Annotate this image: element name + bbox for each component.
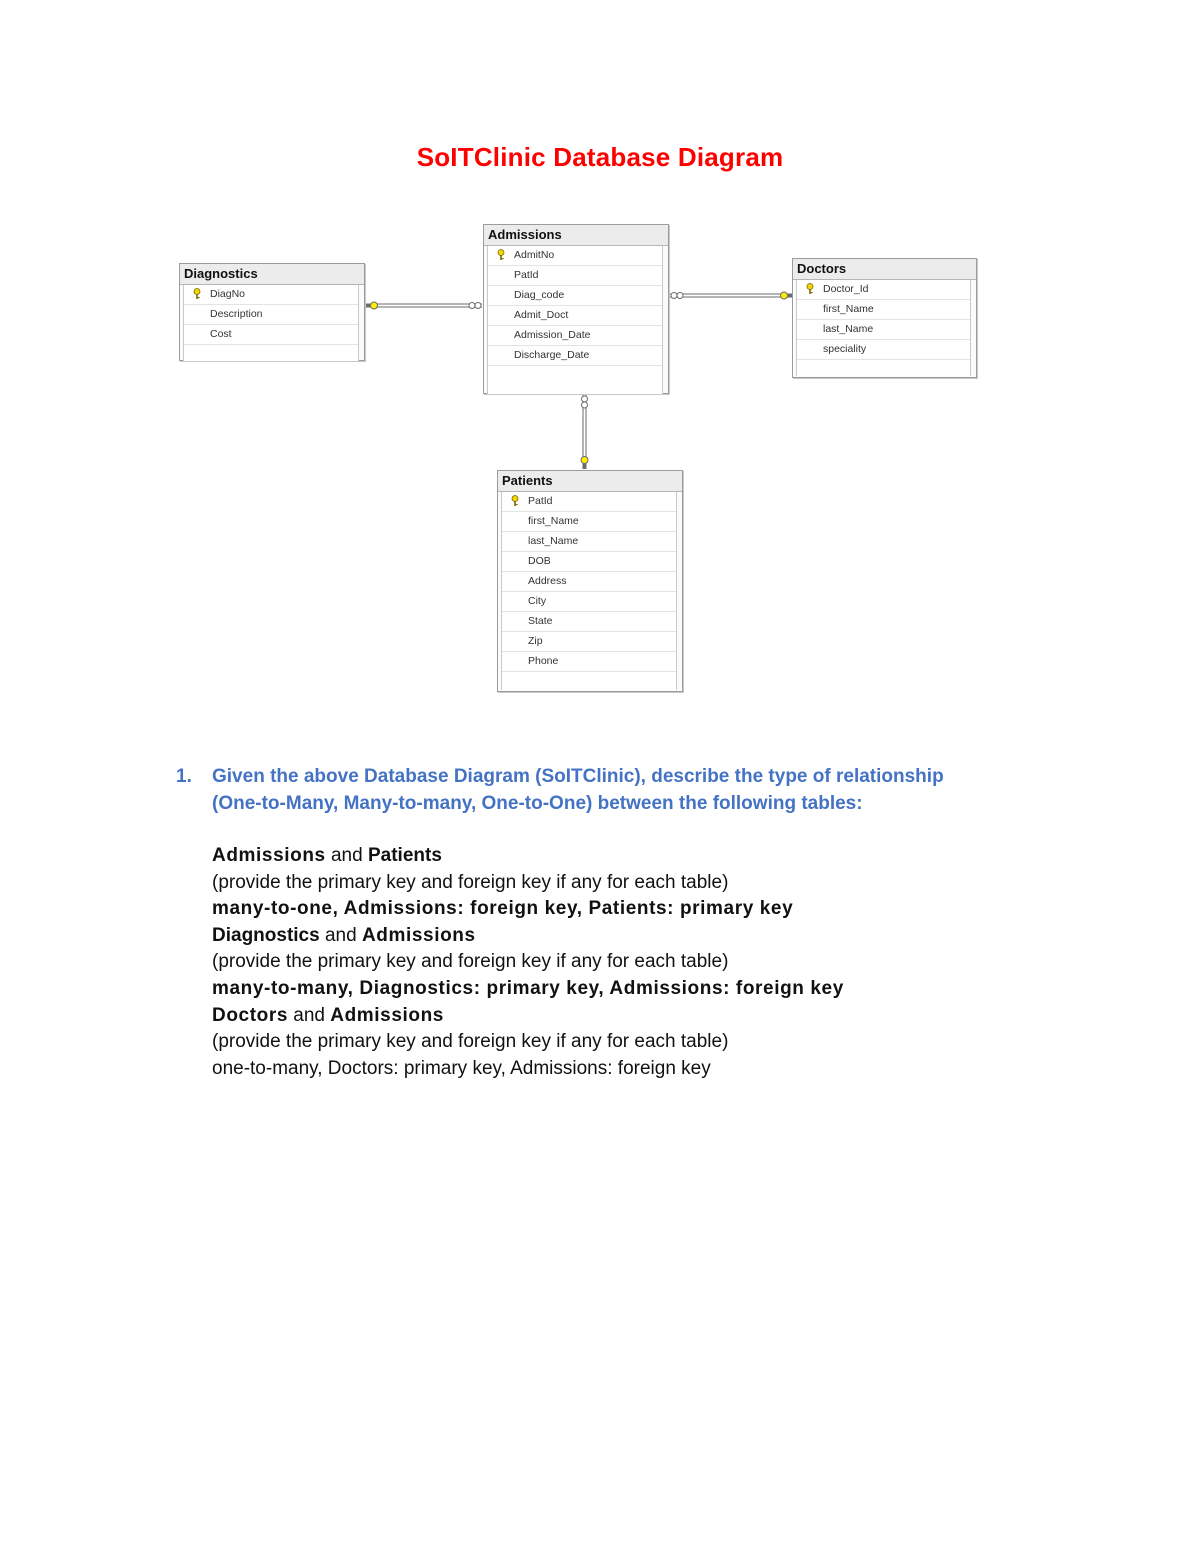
question-line-2: (One-to-Many, Many-to-many, One-to-One) between the following tables:	[212, 793, 863, 814]
column-name: State	[528, 615, 553, 627]
primary-key-icon	[496, 249, 506, 261]
column-row	[502, 492, 676, 512]
table-footer	[488, 366, 662, 394]
column-name: DiagNo	[210, 288, 246, 300]
column-row	[797, 320, 970, 340]
column-row	[488, 286, 662, 306]
doctors-table[interactable]	[792, 258, 977, 378]
column-row	[502, 532, 676, 552]
table-name: Admissions	[361, 924, 476, 946]
column-row	[797, 300, 970, 320]
primary-key-icon	[510, 495, 520, 507]
pair-heading	[212, 923, 1112, 950]
table-name: Doctors	[212, 1004, 288, 1026]
table-footer	[502, 672, 676, 690]
diagnostics-table[interactable]	[179, 263, 365, 361]
column-name: Zip	[528, 635, 543, 647]
connector-admissions-doctors	[668, 292, 792, 299]
answer-text: one-to-many, Doctors: primary key, Admissions: foreign key	[212, 1057, 711, 1079]
patients-table[interactable]	[497, 470, 683, 692]
question-line-1: Given the above Database Diagram (SoITClinic), describe the type of relationship	[212, 766, 944, 787]
column-row	[502, 512, 676, 532]
connector-admissions-patients	[581, 394, 588, 469]
column-list	[501, 492, 677, 690]
infinity-end-icon	[469, 303, 475, 309]
column-name: PatId	[528, 495, 553, 507]
key-end-icon	[371, 302, 378, 309]
column-name: first_Name	[823, 303, 874, 315]
column-name: speciality	[823, 343, 867, 355]
primary-key-icon	[805, 283, 815, 295]
pair-heading	[212, 843, 1112, 870]
column-row	[502, 652, 676, 672]
column-row	[502, 552, 676, 572]
column-name: PatId	[514, 269, 539, 281]
pair-heading	[212, 1003, 1112, 1030]
column-row	[184, 305, 358, 325]
column-name: Phone	[528, 655, 559, 667]
column-name: Address	[528, 575, 567, 587]
table-name: Diagnostics	[212, 924, 320, 946]
column-name: last_Name	[528, 535, 579, 547]
column-name: City	[528, 595, 547, 607]
table-name: Admissions	[330, 1004, 444, 1026]
column-row	[488, 266, 662, 286]
connector-diagnostics-admissions	[366, 302, 482, 309]
answer-block	[212, 843, 1112, 1082]
column-name: Cost	[210, 328, 232, 340]
column-name: last_Name	[823, 323, 874, 335]
admissions-table[interactable]	[483, 224, 669, 394]
column-row	[797, 280, 970, 300]
page-title: SoITClinic Database Diagram	[416, 142, 784, 172]
table-footer	[184, 345, 358, 361]
column-name: Admission_Date	[514, 329, 591, 341]
answer-text: many-to-many, Diagnostics: primary key, Admissions: foreign key	[212, 977, 844, 999]
prompt-text: (provide the primary key and foreign key if any for each table)	[212, 1031, 729, 1053]
column-name: AdmitNo	[514, 249, 555, 261]
table-title: Patients	[498, 471, 682, 492]
column-row	[184, 325, 358, 345]
column-list	[487, 246, 663, 394]
answer-text: many-to-one, Admissions: foreign key, Patients: primary key	[212, 898, 794, 920]
infinity-end-icon	[582, 396, 588, 402]
key-end-icon	[581, 457, 588, 464]
table-title: Admissions	[484, 225, 668, 246]
question-number: 1.	[176, 766, 192, 787]
column-name: Admit_Doct	[514, 309, 569, 321]
conjunction: and	[293, 1004, 325, 1026]
column-row	[502, 592, 676, 612]
table-name: Admissions	[212, 845, 326, 866]
key-end-icon	[781, 292, 788, 299]
column-row	[797, 340, 970, 360]
column-name: DOB	[528, 555, 551, 567]
column-row	[488, 306, 662, 326]
column-row	[488, 346, 662, 366]
table-title: Doctors	[793, 259, 976, 280]
prompt-text: (provide the primary key and foreign key if any for each table)	[212, 951, 729, 973]
column-name: first_Name	[528, 515, 579, 527]
conjunction: and	[330, 845, 363, 866]
column-list	[183, 285, 359, 361]
column-name: Discharge_Date	[514, 349, 590, 361]
table-title: Diagnostics	[180, 264, 364, 285]
column-list	[796, 280, 971, 376]
column-row	[184, 285, 358, 305]
column-row	[502, 632, 676, 652]
conjunction: and	[324, 924, 357, 946]
column-name: Description	[210, 308, 263, 320]
column-name: Diag_code	[514, 289, 565, 301]
column-row	[488, 246, 662, 266]
question-1	[176, 763, 1076, 817]
column-row	[488, 326, 662, 346]
prompt-text: (provide the primary key and foreign key if any for each table)	[212, 871, 729, 893]
column-row	[502, 612, 676, 632]
primary-key-icon	[192, 288, 202, 300]
table-name: Patients	[367, 845, 442, 866]
column-row	[502, 572, 676, 592]
table-footer	[797, 360, 970, 376]
column-name: Doctor_Id	[823, 283, 869, 295]
infinity-end-icon	[671, 293, 677, 299]
